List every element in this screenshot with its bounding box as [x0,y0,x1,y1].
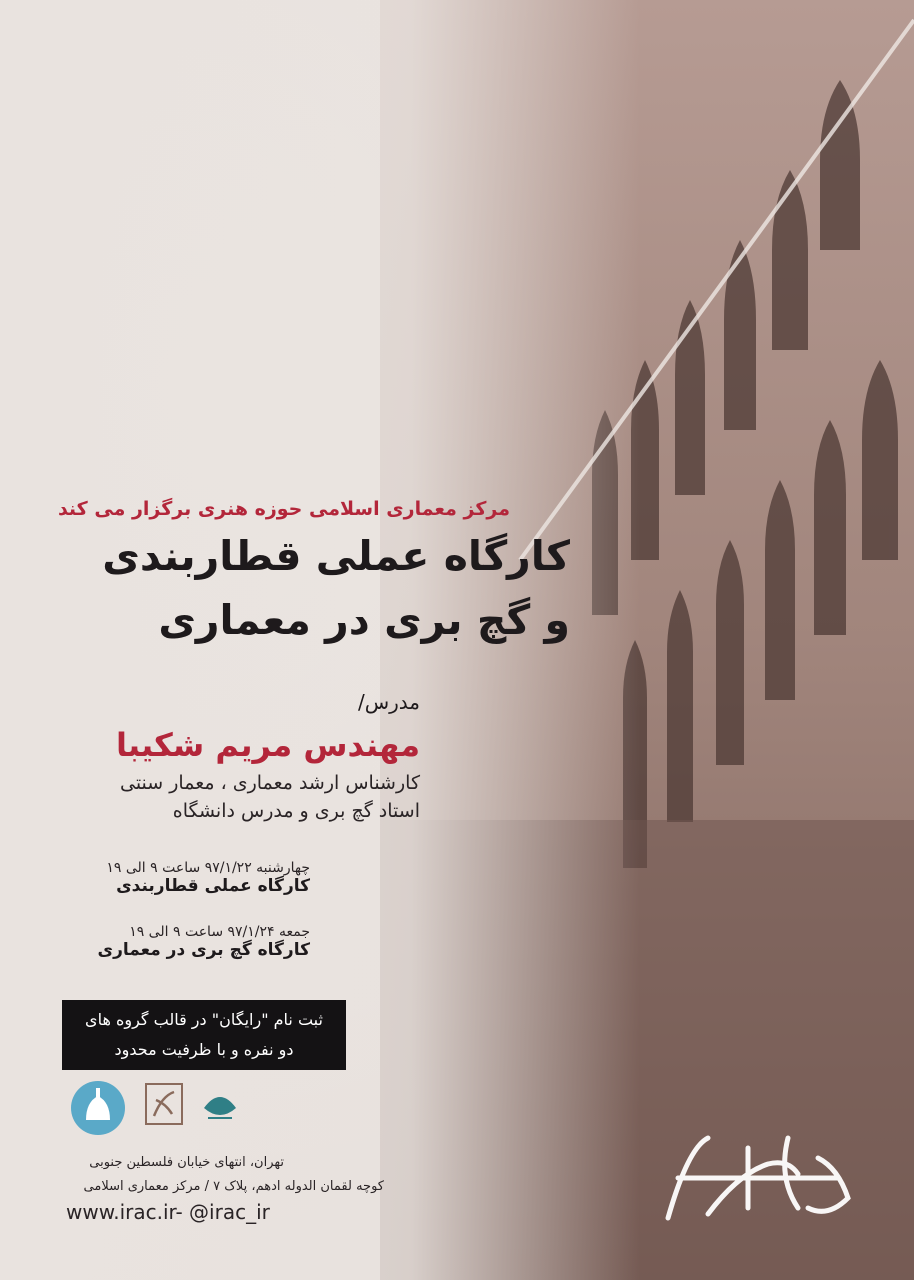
title-line-1: کارگاه عملی قطاربندی [102,532,570,580]
organizer-line: مرکز معماری اسلامی حوزه هنری برگزار می کند [57,498,510,520]
session-title: کارگاه عملی قطاربندی [116,876,310,896]
registration-line-1: ثبت نام "رایگان" در قالب گروه های [85,1010,323,1029]
registration-line-2: دو نفره و با ظرفیت محدود [114,1040,294,1059]
instructor-credential-2: استاد گچ بری و مدرس دانشگاه [172,800,420,822]
instructor-credential-1: کارشناس ارشد معماری ، معمار سنتی [119,772,420,794]
address-line-2: کوچه لقمان الدوله ادهم، پلاک ۷ / مرکز معماری اسلامی [83,1179,384,1194]
revolution-art-week-calligraphy-logo [648,1118,876,1238]
website-and-handle: www.irac.ir- @irac_ir [66,1200,270,1224]
instructor-label: مدرس/ [357,690,420,714]
address-line-1: تهران، انتهای خیابان فلسطین جنوبی [89,1155,284,1170]
session-title: کارگاه گچ بری در معماری [97,940,310,960]
art-bureau-logo-icon [194,1078,246,1138]
session-date: جمعه ۹۷/۱/۲۴ ساعت ۹ الی ۱۹ [129,924,310,940]
calligraphy-logo-icon [142,1078,186,1138]
title-line-2: و گچ بری در معماری [158,596,570,644]
instructor-name: مهندس مریم شکیبا [116,726,420,764]
session-2 [0,924,310,960]
session-date: چهارشنبه ۹۷/۱/۲۲ ساعت ۹ الی ۱۹ [106,860,310,876]
registration-box [62,1000,346,1070]
dome-logo-icon [68,1078,128,1138]
session-1 [0,860,310,896]
